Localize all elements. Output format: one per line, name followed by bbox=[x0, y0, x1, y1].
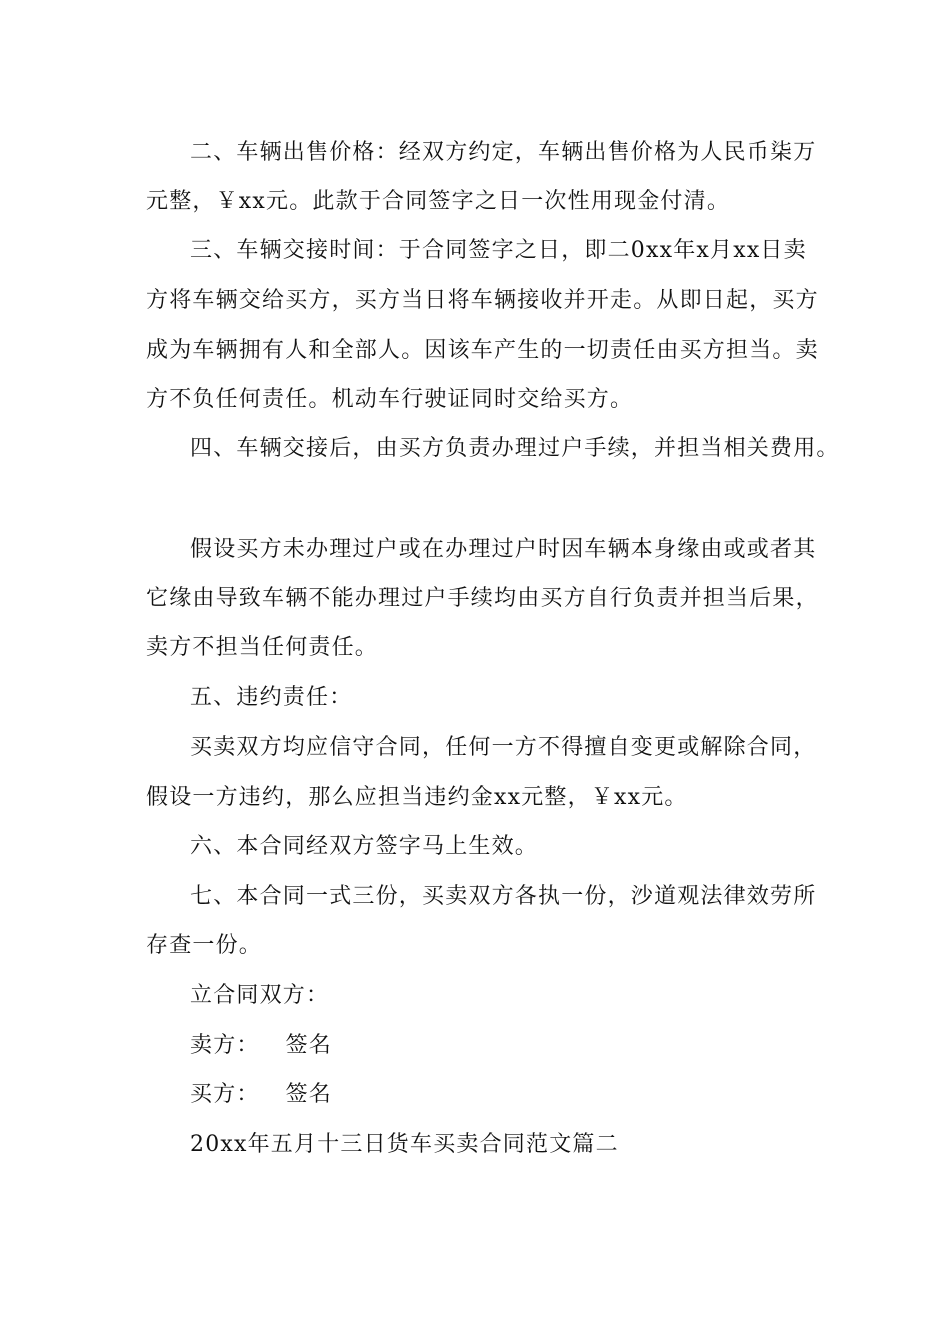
assumption-line-1: 假设买方未办理过户或在办理过户时因车辆本身缘由或或者其 bbox=[190, 537, 817, 562]
seller-signature: 签名 bbox=[285, 1033, 333, 1058]
date-and-title: 20xx年五月十三日货车买卖合同范文篇二 bbox=[190, 1132, 619, 1157]
section-7-line-1: 七、本合同一式三份，买卖双方各执一份，沙道观法律效劳所 bbox=[190, 884, 817, 909]
section-4-line-1: 四、车辆交接后，由买方负责办理过户手续，并担当相关费用。 bbox=[190, 436, 840, 461]
buyer-label: 买方： bbox=[190, 1082, 260, 1107]
buyer-signature-line bbox=[190, 1080, 332, 1110]
section-6-line-1: 六、本合同经双方签字马上生效。 bbox=[190, 834, 539, 859]
section-2-line-1: 二、车辆出售价格：经双方约定，车辆出售价格为人民币柒万 bbox=[190, 140, 817, 165]
section-3-line-2: 方将车辆交给买方，买方当日将车辆接收并开走。从即日起，买方 bbox=[146, 288, 819, 313]
section-5-line-2: 假设一方违约，那么应担当违约金xx元整，￥xx元。 bbox=[146, 785, 688, 810]
section-7-line-2: 存查一份。 bbox=[146, 933, 263, 958]
parties-label: 立合同双方： bbox=[190, 983, 330, 1008]
section-5-heading: 五、违约责任： bbox=[190, 685, 353, 710]
section-3-line-4: 方不负任何责任。机动车行驶证同时交给买方。 bbox=[146, 387, 634, 412]
seller-label: 卖方： bbox=[190, 1033, 260, 1058]
section-3-line-3: 成为车辆拥有人和全部人。因该车产生的一切责任由买方担当。卖 bbox=[146, 338, 819, 363]
seller-signature-line bbox=[190, 1031, 332, 1061]
assumption-line-3: 卖方不担当任何责任。 bbox=[146, 635, 379, 660]
section-2-line-2: 元整，￥xx元。此款于合同签字之日一次性用现金付清。 bbox=[146, 189, 731, 214]
assumption-line-2: 它缘由导致车辆不能办理过户手续均由买方自行负责并担当后果， bbox=[146, 586, 819, 611]
section-3-line-1: 三、车辆交接时间：于合同签字之日，即二0xx年x月xx日卖 bbox=[190, 238, 807, 263]
section-5-line-1: 买卖双方均应信守合同，任何一方不得擅自变更或解除合同， bbox=[190, 735, 817, 760]
buyer-signature: 签名 bbox=[285, 1082, 333, 1107]
